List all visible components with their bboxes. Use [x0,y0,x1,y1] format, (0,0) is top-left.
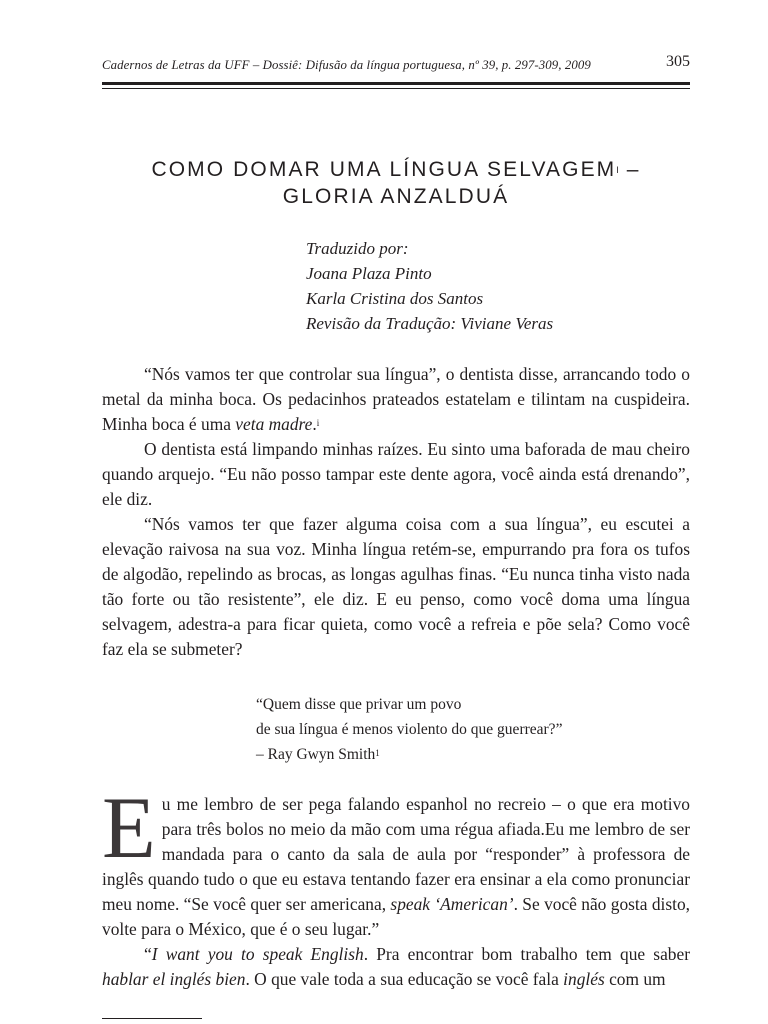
translation-credits [306,236,553,336]
translator-name: Karla Cristina dos Santos [306,289,484,308]
epigraph-author: – Ray Gwyn Smith$^1$ [256,746,380,763]
epigraph [256,692,562,767]
title-footnote-marker[interactable]: I [616,165,619,175]
page-number: 305 [666,53,690,70]
header-rule-thick [102,82,690,85]
section-body [102,780,691,992]
paragraph: “Nós vamos ter que fazer alguma coisa com a sua língua”, eu escutei a elevação raivosa na sua voz. Minha língua retém-se, empurrando pra fora os tufos de algodão, repelindo as brocas, as longas agulhas finas. “Eu nunca tinha visto nada tão forte ou tão resistente”, ele diz. E eu penso, como você doma uma língua selvagem, adestra-a para ficar quieta, como você a refreia e põe sela? Como você faz ela se submeter? [102,514,690,659]
epigraph-line: de sua língua é menos violento do que guerrear?” [256,721,563,738]
footnote-marker[interactable]: 1 [375,748,380,758]
opening-paragraphs [102,362,690,662]
paragraph: O dentista está limpando minhas raízes. Eu sinto uma baforada de mau cheiro quando arquejo. “Eu não posso tampar este dente agora, você ainda está drenando”, ele diz. [102,439,690,509]
revision-credit: Revisão da Tradução: Viviane Veras [306,314,554,333]
paragraph: “I want you to speak English. Pra encontrar bom trabalho tem que saber hablar el inglés bien. O que vale toda a sua educação se você fala inglés com um [102,944,690,989]
epigraph-line: “Quem disse que privar um povo [256,696,462,713]
header-rule-thin [102,88,690,89]
endnote-marker[interactable]: i [316,418,320,428]
drop-cap: E [102,780,156,877]
footnote-rule [102,1018,202,1019]
translator-name: Joana Plaza Pinto [306,264,432,283]
paragraph: “Nós vamos ter que controlar sua língua”, o dentista disse, arrancando todo o metal da minha boca. Os pedacinhos prateados estatelam e tilintam na cuspideira. Minha boca é uma veta madre.$^i$ [102,364,690,434]
paragraph: Eu me lembro de ser pega falando espanhol no recreio – o que era motivo para três bolos no meio da mão com uma régua afiada.Eu me lembro de ser mandada para o canto da sala de aula por “responder” à professora de inglês quando tudo o que eu estava tentando fazer era ensinar a ela como pronunciar meu nome. “Se você quer ser americana, speak ‘American’. Se você não gosta disto, volte para o México, que é o seu lugar.” [102,780,691,939]
translated-by-label: Traduzido por: [306,239,409,258]
journal-citation: Cadernos de Letras da UFF – Dossiê: Difusão da língua portuguesa, nº 39, p. 297-309, 2009 [102,58,591,72]
title-line-1: COMO DOMAR UMA LÍNGUA $SELVAGEM^I$ – [151,158,641,181]
title-line-2: GLORIA ANZALDUÁ [282,185,510,208]
running-header [102,53,690,74]
article-title [102,156,690,210]
